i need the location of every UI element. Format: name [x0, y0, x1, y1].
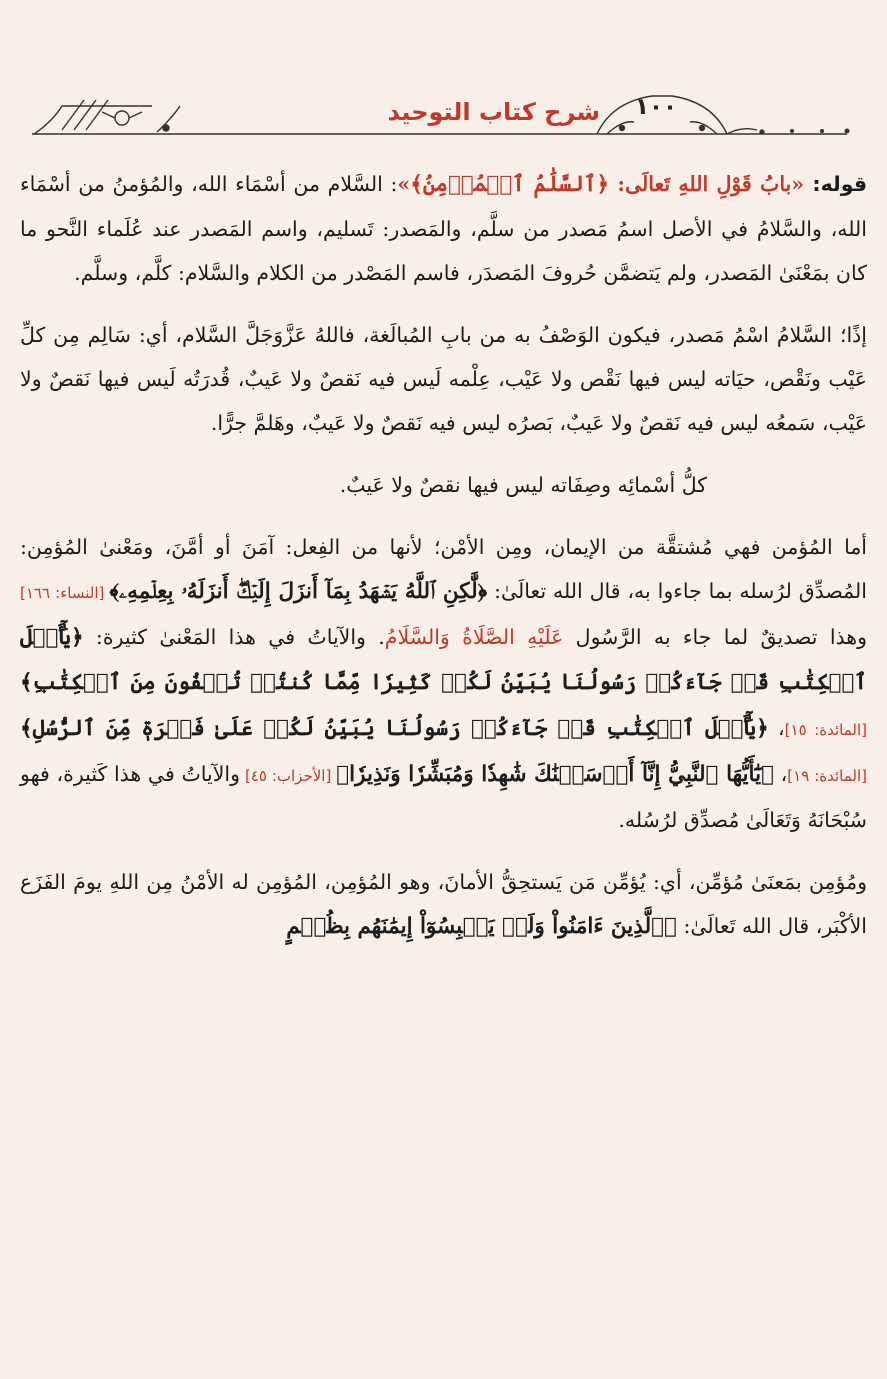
paragraph-4	[20, 525, 867, 842]
page-body	[20, 162, 867, 967]
paragraph-text: : السَّلام من أسْمَاء الله، والمُؤمنُ من أسْمَاء الله، والسَّلامُ في الأصل اسمُ مَصدر من سلَّم، والمَصدر: تَسليم، واسم المَصدر عند عُلَماء النَّحو ما كان بمَعْنَىٰ المَصدر، ولم يَتضمَّن حُروفَ المَصدَر، فاسم المَصْدر من الكلام والسَّلام: كلَّم، وسلَّم.	[20, 172, 867, 285]
paragraph-text: ،	[773, 762, 788, 786]
ayah-quote: ﴿لَّٰكِنِ ٱللَّهُ يَشۡهَدُ بِمَآ أَنزَلَ إِلَيۡكَۖ أَنزَلَهُۥ بِعِلۡمِهِۦ﴾	[109, 579, 488, 604]
paragraph-text: ،	[768, 716, 785, 740]
paragraph-3	[20, 463, 867, 507]
ayah-reference: [المائدة: ١٥]	[784, 721, 867, 739]
book-title: شرح كتاب التوحيد	[387, 98, 600, 126]
chapter-title-open: «بابُ قَوْلِ اللهِ تَعالَى:	[609, 172, 813, 196]
ayah-reference: [النساء: ١٦٦]	[20, 584, 110, 602]
ayah-reference: [المائدة: ١٩]	[787, 767, 867, 785]
chapter-title-close: »	[397, 172, 411, 196]
ayah-quote: ﴿يَٰٓأَيُّهَا ٱلنَّبِيُّ إِنَّآ أَرۡسَلۡنَٰكَ شَٰهِدٗا وَمُبَشِّرٗا وَنَذِيرٗا﴾	[336, 762, 774, 787]
ayah-quote: ﴿ٱلسَّلَٰمُ ٱلۡمُؤۡمِنُ﴾	[410, 172, 610, 197]
paragraph-text: أما المُؤمن فهي مُشتقَّة من الإيمان، ومِن الأمْن؛ لأنها من الفِعل: آمَنَ أو أمَّنَ، ومَعْنىٰ المُؤمِن: المُصدِّق لرُسله بما جاءوا به، قال الله تعالَىٰ:	[20, 535, 867, 603]
paragraph-2	[20, 313, 867, 445]
paragraph-text: ومُؤمِن بمَعنَىٰ مُؤمِّن، أي: يُؤمِّن مَن يَستحِقُّ الأمانَ، وهو المُؤمِن، المُؤمِن له الأمْنُ مِن اللهِ يومَ الفَزَع الأكْبَر، قال الله تَعالَىٰ:	[20, 870, 867, 938]
page-header	[22, 82, 862, 152]
ayah-reference: [الأحزاب: ٤٥]	[240, 767, 337, 785]
page-number: ١٠٠	[634, 94, 678, 120]
paragraph-1	[20, 162, 867, 295]
ayah-quote: ﴿يَٰٓأَهۡلَ ٱلۡكِتَٰبِ قَدۡ جَآءَكُمۡ رَسُولُنَا يُبَيِّنُ لَكُمۡ كَثِيرٗا مِّمَّا كُنتُمۡ تُخۡفُونَ مِنَ ٱلۡكِتَٰبِ﴾	[20, 625, 867, 695]
paragraph-5	[20, 860, 867, 949]
ayah-quote: ﴿ٱلَّذِينَ ءَامَنُواْ وَلَمۡ يَلۡبِسُوٓاْ إِيمَٰنَهُم بِظُلۡمٍ	[286, 914, 677, 939]
paragraph-text: والآياتُ في هذا كَثيرة، فهو سُبْحَانَهُ وَتَعَالَىٰ مُصدِّق لرُسُله.	[20, 762, 867, 832]
paragraph-text: . والآياتُ في هذا المَعْنىٰ كثيرة:	[83, 625, 385, 649]
paragraph-text: كلُّ أسْمائِه وصِفَاته ليس فيها نقصٌ ولا عَيبٌ.	[339, 473, 707, 497]
paragraph-text: وهذا تصديقٌ لما جاء به الرَّسُول	[563, 625, 867, 649]
quote-lead: قوله:	[812, 172, 867, 196]
paragraph-text: إذًا؛ السَّلامُ اسْمُ مَصدر، فيكون الوَصْفُ به من بابِ المُبالَغة، فاللهُ عَزَّوَجَلَّ السَّلام، أي: سَالِم مِن كلِّ عَيْب ونَقْص، حيَاته ليس فيها نَقْص ولا عَيْب، عِلْمه لَيس فيه نَقصٌ ولا عَيبٌ، قُدرَتُه لَيس فيها نَقصٌ ولا عَيْب، سَمعُه ليس فيه نَقصٌ ولا عَيبٌ، بَصرُه ليس فيه نَقصٌ ولا عَيبٌ، وهَلمَّ جرًّا.	[20, 323, 867, 435]
ayah-quote: ﴿يَٰٓأَهۡلَ ٱلۡكِتَٰبِ قَدۡ جَآءَكُمۡ رَسُولُنَا يُبَيِّنُ لَكُمۡ عَلَىٰ فَتۡرَةٖ مِّنَ ٱلرُّسُلِ﴾	[20, 716, 769, 741]
salawat-formula: عَلَيْهِ الصَّلَاةُ وَالسَّلَامُ	[384, 625, 564, 649]
